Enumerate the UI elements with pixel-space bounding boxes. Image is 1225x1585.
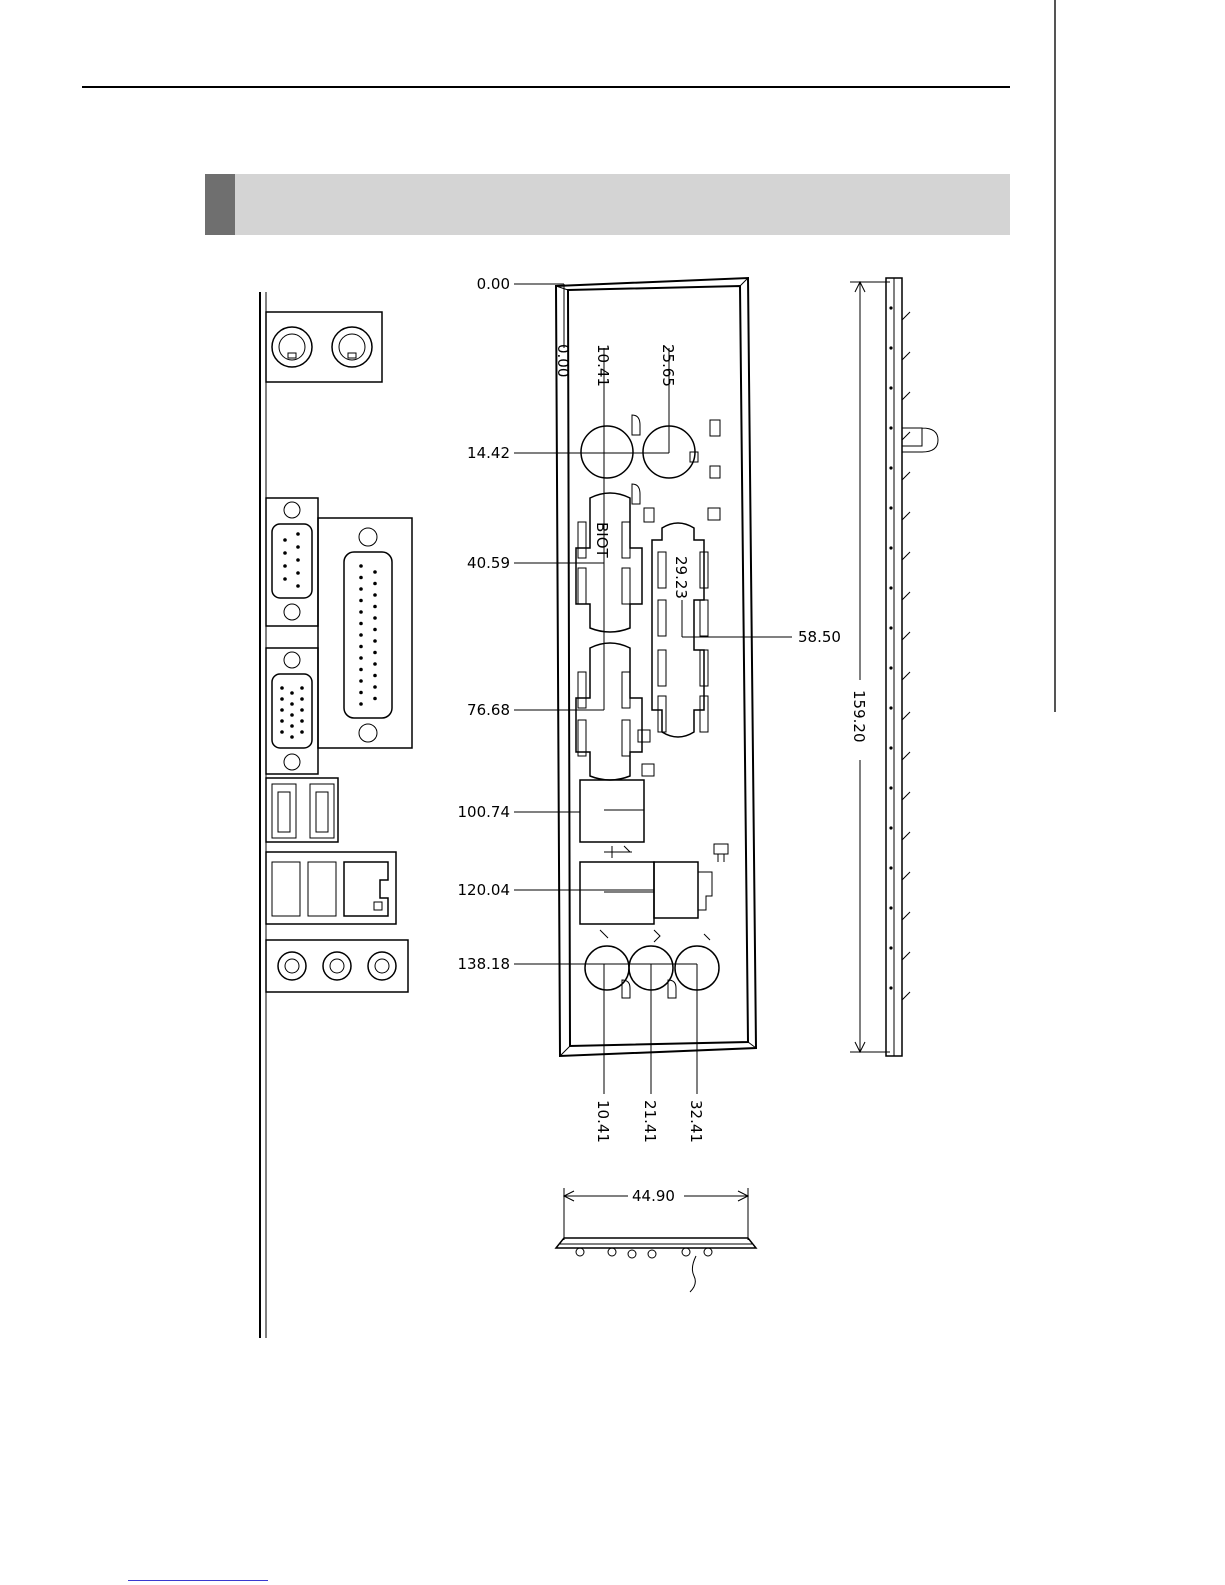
ps2-mouse-port-icon [272, 327, 312, 367]
dim-top-0: 0.00 [554, 344, 572, 378]
lan-port-icon [344, 862, 388, 916]
audio-jack-icon [278, 952, 396, 980]
io-shield-front [458, 275, 841, 1143]
dim-left-3: 76.68 [467, 701, 510, 719]
mouse-icon [710, 420, 720, 436]
audio-block [266, 940, 408, 992]
dim-width: 44.90 [632, 1187, 675, 1205]
top-view-nubs [576, 1248, 712, 1258]
dim-left-6: 138.18 [457, 955, 510, 973]
dim-left-4: 100.74 [457, 803, 510, 821]
io-shield-top [556, 1187, 756, 1292]
vga-port-icon [272, 674, 312, 748]
serial-port-icon [272, 524, 312, 598]
rear-panel [260, 292, 412, 1338]
monitor-icon [638, 730, 650, 742]
shield-port-text: BIOT [593, 522, 611, 558]
usb-icon [604, 846, 632, 858]
shield-usb-openings [580, 780, 712, 924]
serial-block [266, 498, 318, 626]
shield-ps2-hole [581, 426, 633, 478]
ps2-keyboard-port-icon [332, 327, 372, 367]
keyboard-icon [710, 466, 720, 478]
usb-lan-block [266, 852, 396, 924]
printer-icon [708, 508, 720, 520]
serial-icon [644, 508, 654, 522]
mic-icon [704, 934, 710, 940]
dim-left-2: 40.59 [467, 554, 510, 572]
line-in-icon [600, 930, 608, 938]
dim-bottom-2: 32.41 [687, 1100, 705, 1143]
usb-port-icon [272, 784, 334, 838]
dim-left-0: 0.00 [476, 275, 510, 293]
dim-right: 58.50 [798, 628, 841, 646]
vga-block [266, 648, 318, 774]
dim-left-1: 14.42 [467, 444, 510, 462]
dim-height: 159.20 [850, 690, 868, 743]
parallel-port-icon [344, 552, 392, 718]
dim-bottom-0: 10.41 [594, 1100, 612, 1143]
dim-top-1: 10.41 [594, 344, 612, 387]
line-out-icon [654, 930, 660, 942]
display-icon [642, 764, 654, 776]
io-shield-side [850, 278, 938, 1056]
dim-inner: 29.23 [672, 556, 690, 599]
shield-lan-opening [654, 862, 698, 918]
dim-left-5: 120.04 [457, 881, 510, 899]
dim-top-2: 25.65 [659, 344, 677, 387]
lan-icon [714, 844, 728, 862]
dim-bottom-1: 21.41 [641, 1100, 659, 1143]
